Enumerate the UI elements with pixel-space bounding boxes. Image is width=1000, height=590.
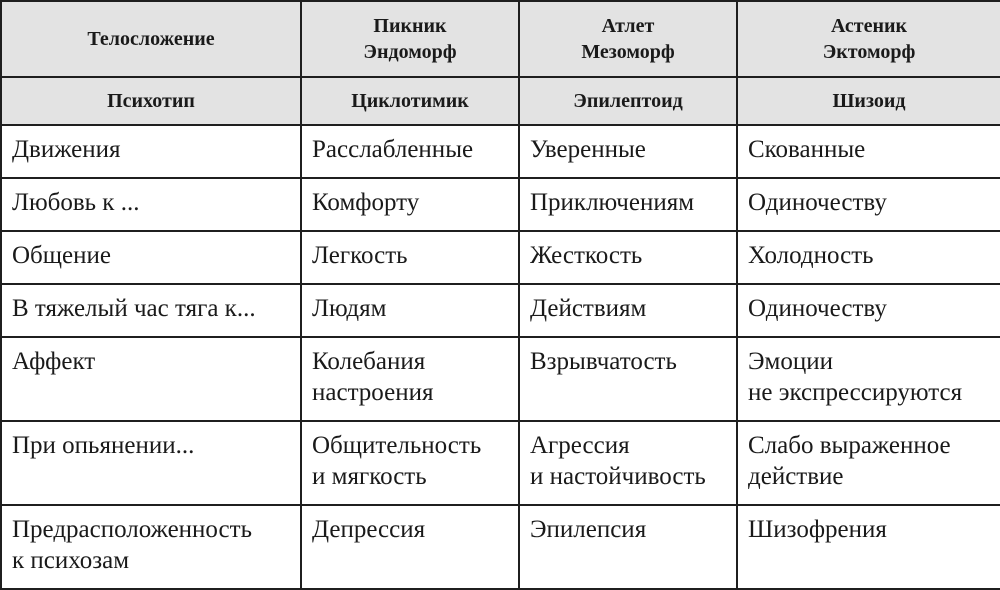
table-cell [737, 284, 1000, 337]
table-cell [519, 178, 737, 231]
cell-text-line: Слабо выраженное [748, 432, 951, 459]
row-label-line: Общение [12, 242, 111, 269]
table-cell [737, 505, 1000, 589]
cell-text-line: Депрессия [312, 516, 426, 543]
psychotype-schizoid: Шизоид [737, 77, 1000, 125]
cell-text-line: Приключениям [530, 189, 695, 216]
table-cell [519, 231, 737, 284]
cell-text-line: настроения [312, 379, 434, 406]
table-cell [301, 337, 519, 421]
row-label-cell [1, 231, 301, 284]
row-label-line: к психозам [12, 547, 130, 574]
type-somatotype: Эктоморф [822, 41, 916, 63]
cell-text-line: действие [748, 463, 844, 490]
row-label-cell [1, 284, 301, 337]
row-label-line: В тяжелый час тяга к... [12, 295, 256, 322]
cell-text-line: Людям [312, 295, 387, 322]
cell-text-line: Колебания [312, 348, 426, 375]
table-cell [301, 284, 519, 337]
table-cell [737, 178, 1000, 231]
table-cell [737, 231, 1000, 284]
type-header-athlete [519, 1, 737, 77]
cell-text-line: Агрессия [530, 432, 630, 459]
table-row [1, 231, 1000, 284]
row-label-cell [1, 505, 301, 589]
table-row [1, 337, 1000, 421]
type-somatotype: Мезоморф [581, 41, 675, 63]
psychotype-row [1, 77, 1000, 125]
cell-text-line: Шизофрения [748, 516, 887, 543]
cell-text-line: Скованные [748, 136, 866, 163]
cell-text-line: Взрывчатость [530, 348, 677, 375]
row-label-line: Предрасположенность [12, 516, 252, 543]
table-cell [519, 125, 737, 178]
psychotype-cyclothymic: Циклотимик [301, 77, 519, 125]
row-label-cell [1, 125, 301, 178]
cell-text-line: Холодность [748, 242, 874, 269]
cell-text-line: Легкость [312, 242, 408, 269]
table-cell [519, 421, 737, 505]
body-type-row [1, 1, 1000, 77]
body-type-header: Телосложение [1, 1, 301, 77]
table-cell [301, 505, 519, 589]
cell-text-line: Расслабленные [312, 136, 474, 163]
cell-text-line: Уверенные [530, 136, 646, 163]
type-header-asthenic [737, 1, 1000, 77]
table-cell [519, 337, 737, 421]
row-label-cell [1, 421, 301, 505]
cell-text-line: Эпилепсия [530, 516, 647, 543]
row-label-line: Любовь к ... [12, 189, 140, 216]
table-row [1, 284, 1000, 337]
table-cell [519, 505, 737, 589]
row-label-cell [1, 337, 301, 421]
cell-text-line: Одиночеству [748, 189, 887, 216]
table-cell [737, 125, 1000, 178]
table-cell [301, 125, 519, 178]
cell-text-line: и настойчивость [530, 463, 706, 490]
type-header-picnic [301, 1, 519, 77]
cell-text-line: Эмоции [748, 348, 833, 375]
cell-text-line: Общительность [312, 432, 482, 459]
type-name: Пикник [373, 15, 447, 37]
table-cell [301, 421, 519, 505]
table-body [1, 125, 1000, 589]
table-header [1, 1, 1000, 125]
type-name: Астеник [830, 15, 908, 37]
row-label-line: Аффект [12, 348, 96, 375]
type-somatotype: Эндоморф [363, 41, 457, 63]
row-label-cell [1, 178, 301, 231]
row-label-line: Движения [12, 136, 121, 163]
table-cell [737, 421, 1000, 505]
cell-text-line: Одиночеству [748, 295, 887, 322]
row-label-line: При опьянении... [12, 432, 195, 459]
table-row [1, 178, 1000, 231]
table-cell [301, 231, 519, 284]
table-cell [737, 337, 1000, 421]
type-name: Атлет [601, 15, 655, 37]
psychotype-header: Психотип [1, 77, 301, 125]
cell-text-line: не экспрессируются [748, 379, 963, 406]
table-row [1, 421, 1000, 505]
cell-text-line: Комфорту [312, 189, 420, 216]
psychotype-epileptoid: Эпилептоид [519, 77, 737, 125]
table-cell [301, 178, 519, 231]
table-cell [519, 284, 737, 337]
cell-text-line: и мягкость [312, 463, 427, 490]
cell-text-line: Действиям [530, 295, 647, 322]
cell-text-line: Жесткость [530, 242, 643, 269]
table-row [1, 125, 1000, 178]
table-row [1, 505, 1000, 589]
